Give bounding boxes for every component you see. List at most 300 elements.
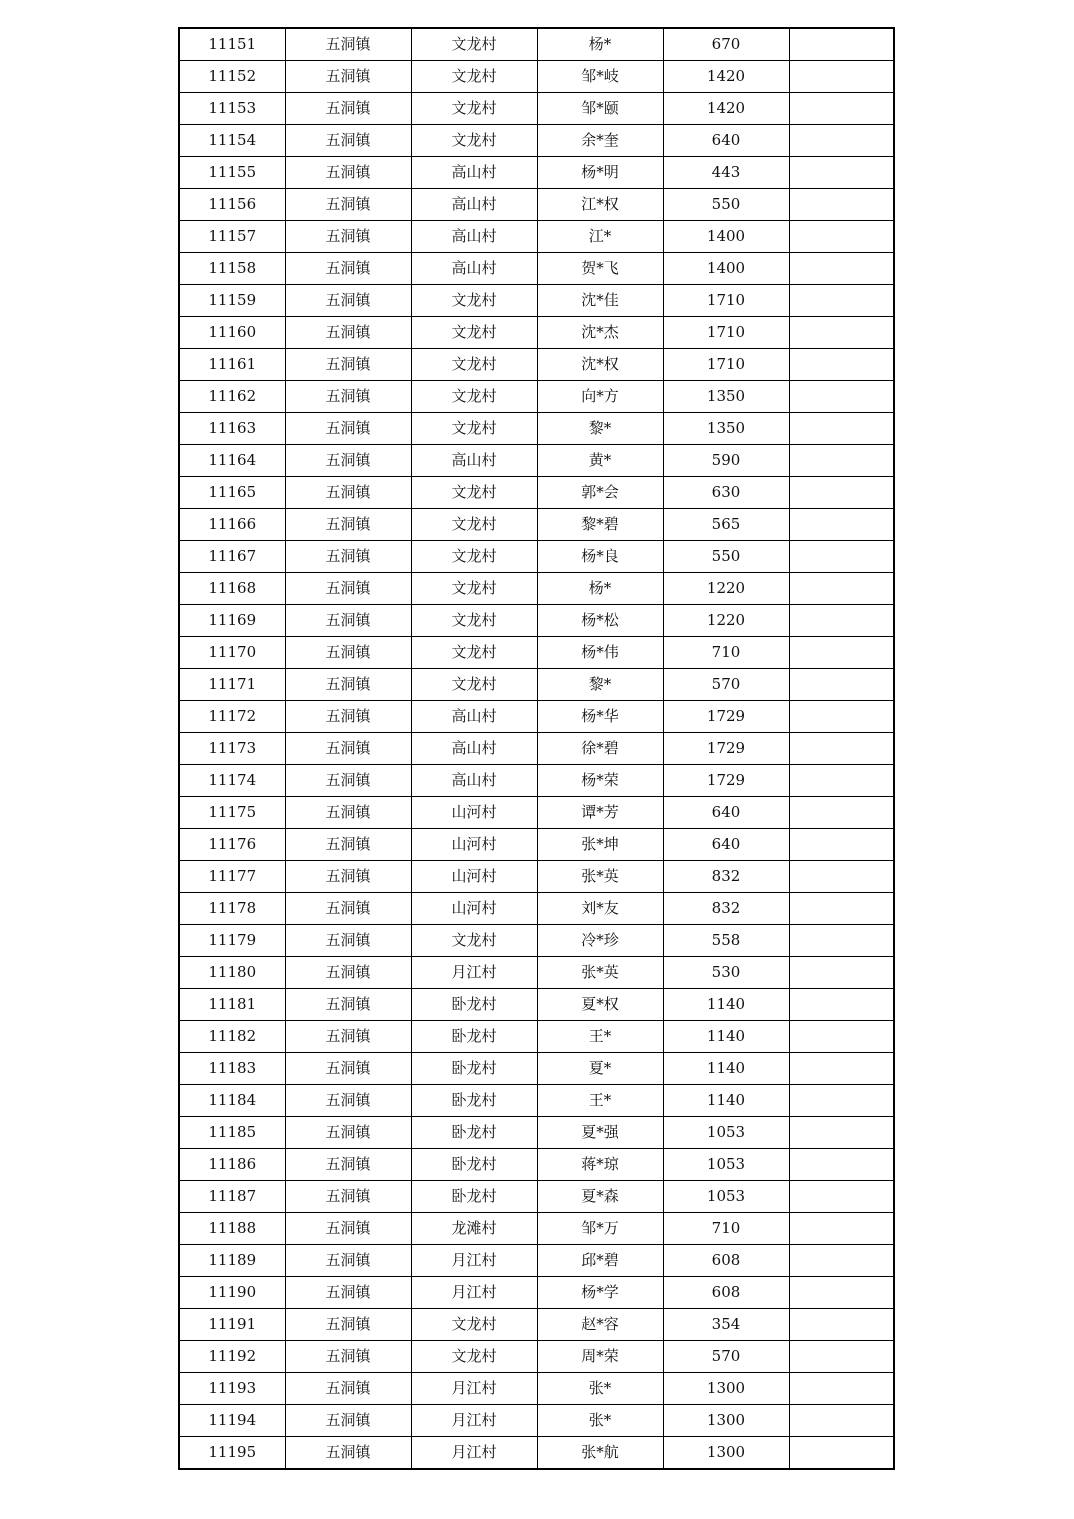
- table-row: [179, 957, 894, 989]
- town-cell: 五洞镇: [285, 605, 411, 637]
- note-cell: [789, 1213, 894, 1245]
- record-number-cell: 11185: [179, 1117, 285, 1149]
- town-cell: 五洞镇: [285, 477, 411, 509]
- town-cell: 五洞镇: [285, 1341, 411, 1373]
- name-cell: 江*: [537, 221, 663, 253]
- town-cell: 五洞镇: [285, 413, 411, 445]
- amount-cell: 1053: [663, 1117, 789, 1149]
- record-number-cell: 11165: [179, 477, 285, 509]
- amount-cell: 1729: [663, 701, 789, 733]
- village-cell: 月江村: [411, 1437, 537, 1470]
- amount-cell: 1140: [663, 1053, 789, 1085]
- table-row: [179, 189, 894, 221]
- note-cell: [789, 1341, 894, 1373]
- amount-cell: 1420: [663, 61, 789, 93]
- record-number-cell: 11158: [179, 253, 285, 285]
- record-number-cell: 11152: [179, 61, 285, 93]
- table-row: [179, 669, 894, 701]
- village-cell: 龙滩村: [411, 1213, 537, 1245]
- amount-cell: 832: [663, 861, 789, 893]
- name-cell: 杨*良: [537, 541, 663, 573]
- town-cell: 五洞镇: [285, 1149, 411, 1181]
- table-row: [179, 1149, 894, 1181]
- note-cell: [789, 733, 894, 765]
- village-cell: 卧龙村: [411, 1181, 537, 1213]
- note-cell: [789, 221, 894, 253]
- village-cell: 高山村: [411, 189, 537, 221]
- records-table: [178, 27, 895, 1470]
- amount-cell: 1710: [663, 349, 789, 381]
- amount-cell: 1729: [663, 733, 789, 765]
- records-body: [179, 28, 894, 1469]
- name-cell: 徐*碧: [537, 733, 663, 765]
- note-cell: [789, 1373, 894, 1405]
- town-cell: 五洞镇: [285, 285, 411, 317]
- village-cell: 卧龙村: [411, 1053, 537, 1085]
- table-row: [179, 61, 894, 93]
- village-cell: 高山村: [411, 445, 537, 477]
- table-row: [179, 477, 894, 509]
- name-cell: 郭*会: [537, 477, 663, 509]
- note-cell: [789, 957, 894, 989]
- table-row: [179, 765, 894, 797]
- table-row: [179, 317, 894, 349]
- village-cell: 文龙村: [411, 61, 537, 93]
- name-cell: 余*奎: [537, 125, 663, 157]
- note-cell: [789, 925, 894, 957]
- table-row: [179, 1309, 894, 1341]
- record-number-cell: 11173: [179, 733, 285, 765]
- table-row: [179, 1085, 894, 1117]
- town-cell: 五洞镇: [285, 381, 411, 413]
- town-cell: 五洞镇: [285, 1085, 411, 1117]
- town-cell: 五洞镇: [285, 733, 411, 765]
- village-cell: 高山村: [411, 733, 537, 765]
- record-number-cell: 11195: [179, 1437, 285, 1470]
- amount-cell: 570: [663, 1341, 789, 1373]
- name-cell: 杨*松: [537, 605, 663, 637]
- note-cell: [789, 28, 894, 61]
- town-cell: 五洞镇: [285, 253, 411, 285]
- note-cell: [789, 989, 894, 1021]
- note-cell: [789, 509, 894, 541]
- town-cell: 五洞镇: [285, 989, 411, 1021]
- village-cell: 文龙村: [411, 413, 537, 445]
- record-number-cell: 11164: [179, 445, 285, 477]
- amount-cell: 640: [663, 797, 789, 829]
- record-number-cell: 11161: [179, 349, 285, 381]
- village-cell: 高山村: [411, 221, 537, 253]
- note-cell: [789, 125, 894, 157]
- note-cell: [789, 1181, 894, 1213]
- town-cell: 五洞镇: [285, 765, 411, 797]
- name-cell: 沈*佳: [537, 285, 663, 317]
- note-cell: [789, 93, 894, 125]
- record-number-cell: 11176: [179, 829, 285, 861]
- village-cell: 文龙村: [411, 285, 537, 317]
- record-number-cell: 11163: [179, 413, 285, 445]
- note-cell: [789, 893, 894, 925]
- amount-cell: 1350: [663, 413, 789, 445]
- table-row: [179, 1277, 894, 1309]
- record-number-cell: 11155: [179, 157, 285, 189]
- village-cell: 文龙村: [411, 381, 537, 413]
- name-cell: 杨*荣: [537, 765, 663, 797]
- note-cell: [789, 317, 894, 349]
- town-cell: 五洞镇: [285, 61, 411, 93]
- note-cell: [789, 1245, 894, 1277]
- table-row: [179, 1245, 894, 1277]
- town-cell: 五洞镇: [285, 157, 411, 189]
- name-cell: 张*: [537, 1405, 663, 1437]
- village-cell: 文龙村: [411, 317, 537, 349]
- table-row: [179, 1437, 894, 1470]
- village-cell: 月江村: [411, 957, 537, 989]
- table-row: [179, 509, 894, 541]
- village-cell: 文龙村: [411, 509, 537, 541]
- name-cell: 黎*碧: [537, 509, 663, 541]
- record-number-cell: 11183: [179, 1053, 285, 1085]
- record-number-cell: 11187: [179, 1181, 285, 1213]
- record-number-cell: 11186: [179, 1149, 285, 1181]
- amount-cell: 590: [663, 445, 789, 477]
- record-number-cell: 11181: [179, 989, 285, 1021]
- town-cell: 五洞镇: [285, 893, 411, 925]
- note-cell: [789, 413, 894, 445]
- name-cell: 杨*: [537, 28, 663, 61]
- note-cell: [789, 669, 894, 701]
- table-row: [179, 253, 894, 285]
- amount-cell: 608: [663, 1245, 789, 1277]
- record-number-cell: 11171: [179, 669, 285, 701]
- table-row: [179, 861, 894, 893]
- record-number-cell: 11177: [179, 861, 285, 893]
- note-cell: [789, 861, 894, 893]
- village-cell: 月江村: [411, 1277, 537, 1309]
- village-cell: 文龙村: [411, 28, 537, 61]
- table-row: [179, 285, 894, 317]
- name-cell: 江*权: [537, 189, 663, 221]
- amount-cell: 1140: [663, 989, 789, 1021]
- amount-cell: 640: [663, 125, 789, 157]
- amount-cell: 670: [663, 28, 789, 61]
- amount-cell: 1220: [663, 605, 789, 637]
- note-cell: [789, 253, 894, 285]
- village-cell: 卧龙村: [411, 1149, 537, 1181]
- village-cell: 文龙村: [411, 669, 537, 701]
- note-cell: [789, 797, 894, 829]
- town-cell: 五洞镇: [285, 28, 411, 61]
- note-cell: [789, 61, 894, 93]
- name-cell: 蒋*琼: [537, 1149, 663, 1181]
- record-number-cell: 11174: [179, 765, 285, 797]
- name-cell: 赵*容: [537, 1309, 663, 1341]
- record-number-cell: 11167: [179, 541, 285, 573]
- amount-cell: 565: [663, 509, 789, 541]
- note-cell: [789, 1149, 894, 1181]
- village-cell: 文龙村: [411, 125, 537, 157]
- amount-cell: 550: [663, 541, 789, 573]
- name-cell: 王*: [537, 1021, 663, 1053]
- table-row: [179, 1341, 894, 1373]
- name-cell: 张*英: [537, 861, 663, 893]
- note-cell: [789, 701, 894, 733]
- record-number-cell: 11190: [179, 1277, 285, 1309]
- village-cell: 文龙村: [411, 925, 537, 957]
- town-cell: 五洞镇: [285, 509, 411, 541]
- name-cell: 邱*碧: [537, 1245, 663, 1277]
- town-cell: 五洞镇: [285, 701, 411, 733]
- record-number-cell: 11188: [179, 1213, 285, 1245]
- village-cell: 文龙村: [411, 605, 537, 637]
- amount-cell: 443: [663, 157, 789, 189]
- village-cell: 文龙村: [411, 93, 537, 125]
- village-cell: 卧龙村: [411, 989, 537, 1021]
- amount-cell: 354: [663, 1309, 789, 1341]
- amount-cell: 558: [663, 925, 789, 957]
- name-cell: 张*英: [537, 957, 663, 989]
- record-number-cell: 11160: [179, 317, 285, 349]
- town-cell: 五洞镇: [285, 1053, 411, 1085]
- record-number-cell: 11189: [179, 1245, 285, 1277]
- table-row: [179, 733, 894, 765]
- table-row: [179, 125, 894, 157]
- table-row: [179, 925, 894, 957]
- table-row: [179, 541, 894, 573]
- record-number-cell: 11168: [179, 573, 285, 605]
- town-cell: 五洞镇: [285, 861, 411, 893]
- table-row: [179, 1181, 894, 1213]
- record-number-cell: 11175: [179, 797, 285, 829]
- village-cell: 山河村: [411, 893, 537, 925]
- village-cell: 高山村: [411, 157, 537, 189]
- amount-cell: 530: [663, 957, 789, 989]
- name-cell: 张*坤: [537, 829, 663, 861]
- town-cell: 五洞镇: [285, 573, 411, 605]
- table-row: [179, 157, 894, 189]
- town-cell: 五洞镇: [285, 829, 411, 861]
- village-cell: 卧龙村: [411, 1021, 537, 1053]
- amount-cell: 640: [663, 829, 789, 861]
- village-cell: 文龙村: [411, 637, 537, 669]
- table-row: [179, 701, 894, 733]
- table-row: [179, 221, 894, 253]
- village-cell: 月江村: [411, 1405, 537, 1437]
- village-cell: 月江村: [411, 1245, 537, 1277]
- table-row: [179, 605, 894, 637]
- name-cell: 黎*: [537, 669, 663, 701]
- name-cell: 张*: [537, 1373, 663, 1405]
- record-number-cell: 11172: [179, 701, 285, 733]
- note-cell: [789, 1117, 894, 1149]
- table-row: [179, 573, 894, 605]
- table-row: [179, 445, 894, 477]
- table-row: [179, 349, 894, 381]
- town-cell: 五洞镇: [285, 1405, 411, 1437]
- table-row: [179, 93, 894, 125]
- record-number-cell: 11192: [179, 1341, 285, 1373]
- record-number-cell: 11182: [179, 1021, 285, 1053]
- town-cell: 五洞镇: [285, 1181, 411, 1213]
- note-cell: [789, 573, 894, 605]
- record-number-cell: 11159: [179, 285, 285, 317]
- note-cell: [789, 1021, 894, 1053]
- town-cell: 五洞镇: [285, 957, 411, 989]
- amount-cell: 832: [663, 893, 789, 925]
- record-number-cell: 11166: [179, 509, 285, 541]
- record-number-cell: 11157: [179, 221, 285, 253]
- record-number-cell: 11151: [179, 28, 285, 61]
- table-row: [179, 893, 894, 925]
- town-cell: 五洞镇: [285, 1021, 411, 1053]
- name-cell: 杨*华: [537, 701, 663, 733]
- village-cell: 高山村: [411, 765, 537, 797]
- table-row: [179, 28, 894, 61]
- name-cell: 杨*伟: [537, 637, 663, 669]
- town-cell: 五洞镇: [285, 1213, 411, 1245]
- amount-cell: 710: [663, 1213, 789, 1245]
- record-number-cell: 11179: [179, 925, 285, 957]
- village-cell: 文龙村: [411, 1309, 537, 1341]
- town-cell: 五洞镇: [285, 1117, 411, 1149]
- name-cell: 贺*飞: [537, 253, 663, 285]
- note-cell: [789, 1437, 894, 1470]
- record-number-cell: 11154: [179, 125, 285, 157]
- record-number-cell: 11193: [179, 1373, 285, 1405]
- town-cell: 五洞镇: [285, 1277, 411, 1309]
- name-cell: 谭*芳: [537, 797, 663, 829]
- amount-cell: 1300: [663, 1437, 789, 1470]
- village-cell: 卧龙村: [411, 1085, 537, 1117]
- town-cell: 五洞镇: [285, 317, 411, 349]
- town-cell: 五洞镇: [285, 189, 411, 221]
- amount-cell: 1053: [663, 1181, 789, 1213]
- table-row: [179, 1021, 894, 1053]
- amount-cell: 1710: [663, 317, 789, 349]
- village-cell: 文龙村: [411, 541, 537, 573]
- note-cell: [789, 637, 894, 669]
- name-cell: 王*: [537, 1085, 663, 1117]
- record-number-cell: 11180: [179, 957, 285, 989]
- name-cell: 杨*学: [537, 1277, 663, 1309]
- name-cell: 张*航: [537, 1437, 663, 1470]
- name-cell: 夏*森: [537, 1181, 663, 1213]
- town-cell: 五洞镇: [285, 221, 411, 253]
- town-cell: 五洞镇: [285, 349, 411, 381]
- record-number-cell: 11194: [179, 1405, 285, 1437]
- table-row: [179, 1405, 894, 1437]
- record-number-cell: 11153: [179, 93, 285, 125]
- name-cell: 夏*权: [537, 989, 663, 1021]
- name-cell: 杨*明: [537, 157, 663, 189]
- table-row: [179, 1213, 894, 1245]
- village-cell: 卧龙村: [411, 1117, 537, 1149]
- village-cell: 文龙村: [411, 349, 537, 381]
- town-cell: 五洞镇: [285, 445, 411, 477]
- record-number-cell: 11191: [179, 1309, 285, 1341]
- amount-cell: 608: [663, 1277, 789, 1309]
- note-cell: [789, 445, 894, 477]
- record-number-cell: 11170: [179, 637, 285, 669]
- town-cell: 五洞镇: [285, 1309, 411, 1341]
- village-cell: 山河村: [411, 797, 537, 829]
- amount-cell: 1710: [663, 285, 789, 317]
- village-cell: 文龙村: [411, 573, 537, 605]
- town-cell: 五洞镇: [285, 797, 411, 829]
- name-cell: 夏*强: [537, 1117, 663, 1149]
- name-cell: 邹*万: [537, 1213, 663, 1245]
- record-number-cell: 11162: [179, 381, 285, 413]
- amount-cell: 1300: [663, 1373, 789, 1405]
- name-cell: 邹*岐: [537, 61, 663, 93]
- name-cell: 黎*: [537, 413, 663, 445]
- note-cell: [789, 381, 894, 413]
- table-row: [179, 1117, 894, 1149]
- note-cell: [789, 1053, 894, 1085]
- town-cell: 五洞镇: [285, 669, 411, 701]
- name-cell: 杨*: [537, 573, 663, 605]
- town-cell: 五洞镇: [285, 1437, 411, 1470]
- amount-cell: 1140: [663, 1085, 789, 1117]
- name-cell: 沈*权: [537, 349, 663, 381]
- note-cell: [789, 349, 894, 381]
- village-cell: 文龙村: [411, 1341, 537, 1373]
- town-cell: 五洞镇: [285, 541, 411, 573]
- note-cell: [789, 189, 894, 221]
- amount-cell: 570: [663, 669, 789, 701]
- amount-cell: 1729: [663, 765, 789, 797]
- amount-cell: 1400: [663, 221, 789, 253]
- note-cell: [789, 765, 894, 797]
- village-cell: 月江村: [411, 1373, 537, 1405]
- village-cell: 高山村: [411, 701, 537, 733]
- name-cell: 邹*颐: [537, 93, 663, 125]
- town-cell: 五洞镇: [285, 1373, 411, 1405]
- table-row: [179, 637, 894, 669]
- amount-cell: 1400: [663, 253, 789, 285]
- table-row: [179, 829, 894, 861]
- record-number-cell: 11156: [179, 189, 285, 221]
- amount-cell: 550: [663, 189, 789, 221]
- note-cell: [789, 157, 894, 189]
- town-cell: 五洞镇: [285, 1245, 411, 1277]
- town-cell: 五洞镇: [285, 125, 411, 157]
- note-cell: [789, 541, 894, 573]
- note-cell: [789, 1405, 894, 1437]
- record-number-cell: 11184: [179, 1085, 285, 1117]
- amount-cell: 1140: [663, 1021, 789, 1053]
- name-cell: 向*方: [537, 381, 663, 413]
- table-row: [179, 1053, 894, 1085]
- table-row: [179, 381, 894, 413]
- table-row: [179, 413, 894, 445]
- amount-cell: 630: [663, 477, 789, 509]
- village-cell: 山河村: [411, 861, 537, 893]
- name-cell: 周*荣: [537, 1341, 663, 1373]
- note-cell: [789, 605, 894, 637]
- note-cell: [789, 1085, 894, 1117]
- village-cell: 高山村: [411, 253, 537, 285]
- town-cell: 五洞镇: [285, 93, 411, 125]
- town-cell: 五洞镇: [285, 925, 411, 957]
- amount-cell: 1053: [663, 1149, 789, 1181]
- amount-cell: 1420: [663, 93, 789, 125]
- note-cell: [789, 1309, 894, 1341]
- village-cell: 山河村: [411, 829, 537, 861]
- amount-cell: 710: [663, 637, 789, 669]
- note-cell: [789, 285, 894, 317]
- record-number-cell: 11169: [179, 605, 285, 637]
